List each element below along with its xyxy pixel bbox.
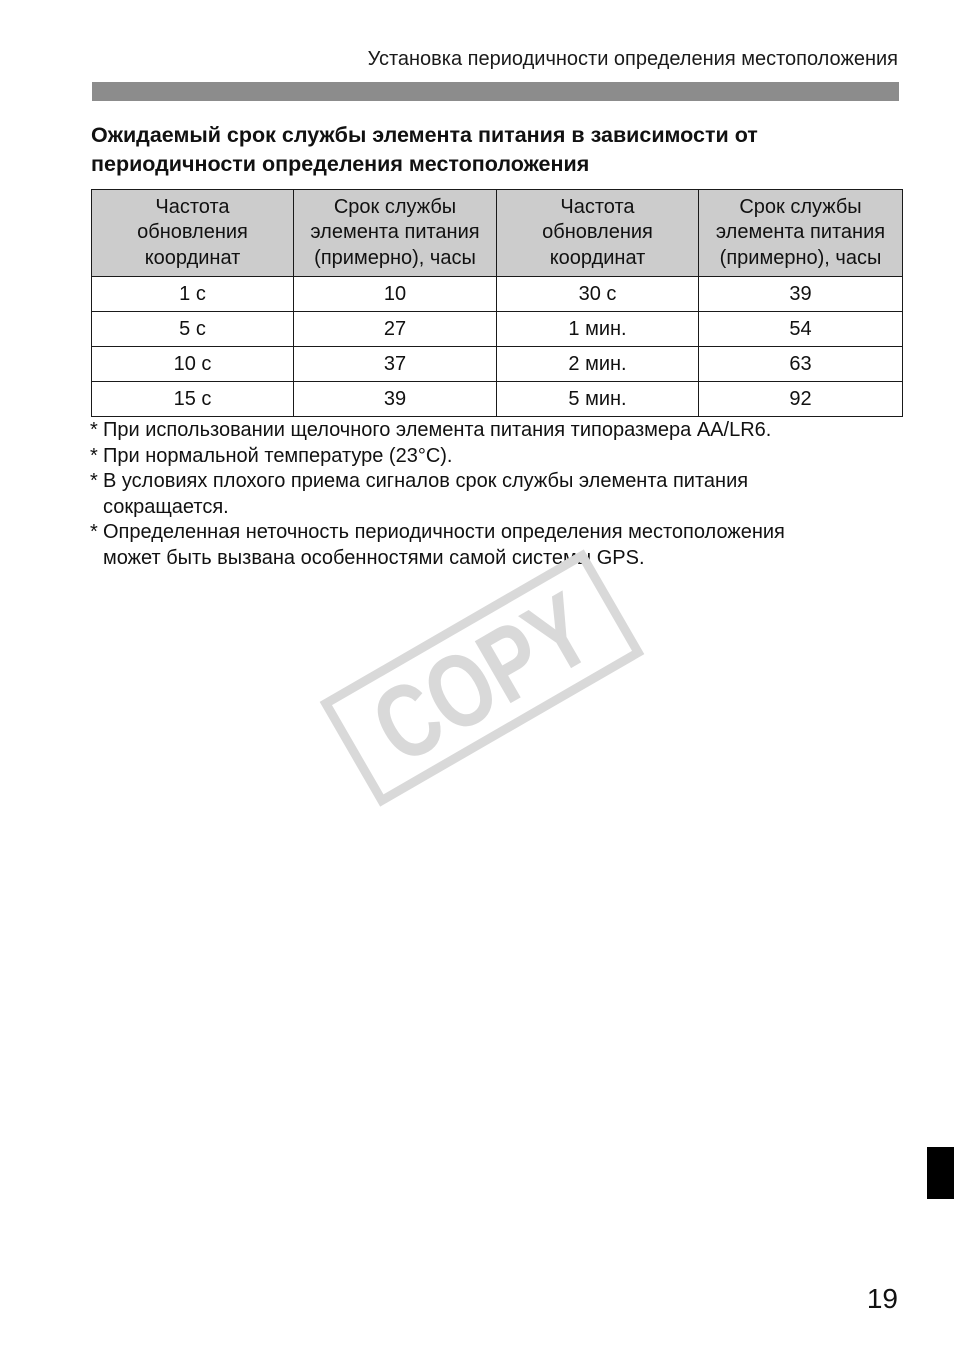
- column-header-battery-life: [294, 190, 497, 277]
- column-header-update-frequency: [497, 190, 699, 277]
- footnote-text: Определенная неточность периодичности определения местоположения: [103, 521, 785, 543]
- table-cell: 1 с: [92, 277, 294, 312]
- table-cell: 10: [294, 277, 497, 312]
- section-title: [91, 121, 891, 179]
- table-cell: 15 с: [92, 382, 294, 417]
- thumb-index-tab: [927, 1147, 954, 1199]
- footnote-marker: *: [90, 521, 98, 543]
- header-text: координат: [549, 246, 646, 269]
- table-row: [92, 347, 903, 382]
- table-cell: 10 с: [92, 347, 294, 382]
- header-text: обновления: [542, 221, 653, 244]
- footnote-text: сокращается.: [103, 495, 229, 518]
- header-text: Срок службы: [739, 195, 862, 218]
- header-text: (примерно), часы: [314, 246, 476, 269]
- table-cell: 92: [699, 382, 903, 417]
- table-row: [92, 312, 903, 347]
- table-cell: 39: [699, 277, 903, 312]
- table-cell: 5 с: [92, 312, 294, 347]
- table-cell: 63: [699, 347, 903, 382]
- table-cell: 54: [699, 312, 903, 347]
- table-cell: 5 мин.: [497, 382, 699, 417]
- table-cell: 37: [294, 347, 497, 382]
- header-text: (примерно), часы: [719, 246, 882, 269]
- footnote-marker: *: [90, 470, 98, 492]
- header-text: координат: [144, 246, 241, 269]
- table-cell: 39: [294, 382, 497, 417]
- footnote-marker: *: [90, 419, 98, 441]
- footnote: [90, 418, 890, 444]
- footnote-text: может быть вызвана особенностями самой системы GPS.: [103, 546, 645, 569]
- footnote-text: В условиях плохого приема сигналов срок службы элемента питания: [103, 470, 749, 492]
- table-header-row: [92, 190, 903, 277]
- battery-life-table: [91, 189, 903, 417]
- table-cell: 2 мин.: [497, 347, 699, 382]
- running-header: Установка периодичности определения местоположения: [367, 48, 898, 70]
- header-text: Частота: [560, 195, 635, 218]
- header-text: обновления: [137, 221, 248, 244]
- section-title-line: периодичности определения местоположения: [91, 152, 590, 176]
- footnote: [90, 469, 890, 520]
- table-cell: 1 мин.: [497, 312, 699, 347]
- table-cell: 30 с: [497, 277, 699, 312]
- header-text: элемента питания: [310, 221, 480, 244]
- header-text: элемента питания: [715, 221, 886, 244]
- page-number: 19: [866, 1283, 898, 1314]
- table-cell: 27: [294, 312, 497, 347]
- footnote-text: При использовании щелочного элемента питания типоразмера AA/LR6.: [103, 419, 772, 441]
- table-row: [92, 277, 903, 312]
- footnote-text: При нормальной температуре (23°C).: [103, 444, 453, 467]
- footnote-marker: *: [90, 444, 98, 467]
- footnote: [90, 444, 890, 470]
- header-text: Частота: [155, 195, 230, 218]
- column-header-update-frequency: [92, 190, 294, 277]
- header-rule-bar: [92, 82, 899, 101]
- section-title-line: Ожидаемый срок службы элемента питания в зависимости от: [91, 123, 758, 147]
- copy-watermark: [312, 548, 652, 808]
- watermark-text: COPY: [353, 570, 611, 786]
- header-text: Срок службы: [333, 195, 457, 218]
- table-row: [92, 382, 903, 417]
- column-header-battery-life: [699, 190, 903, 277]
